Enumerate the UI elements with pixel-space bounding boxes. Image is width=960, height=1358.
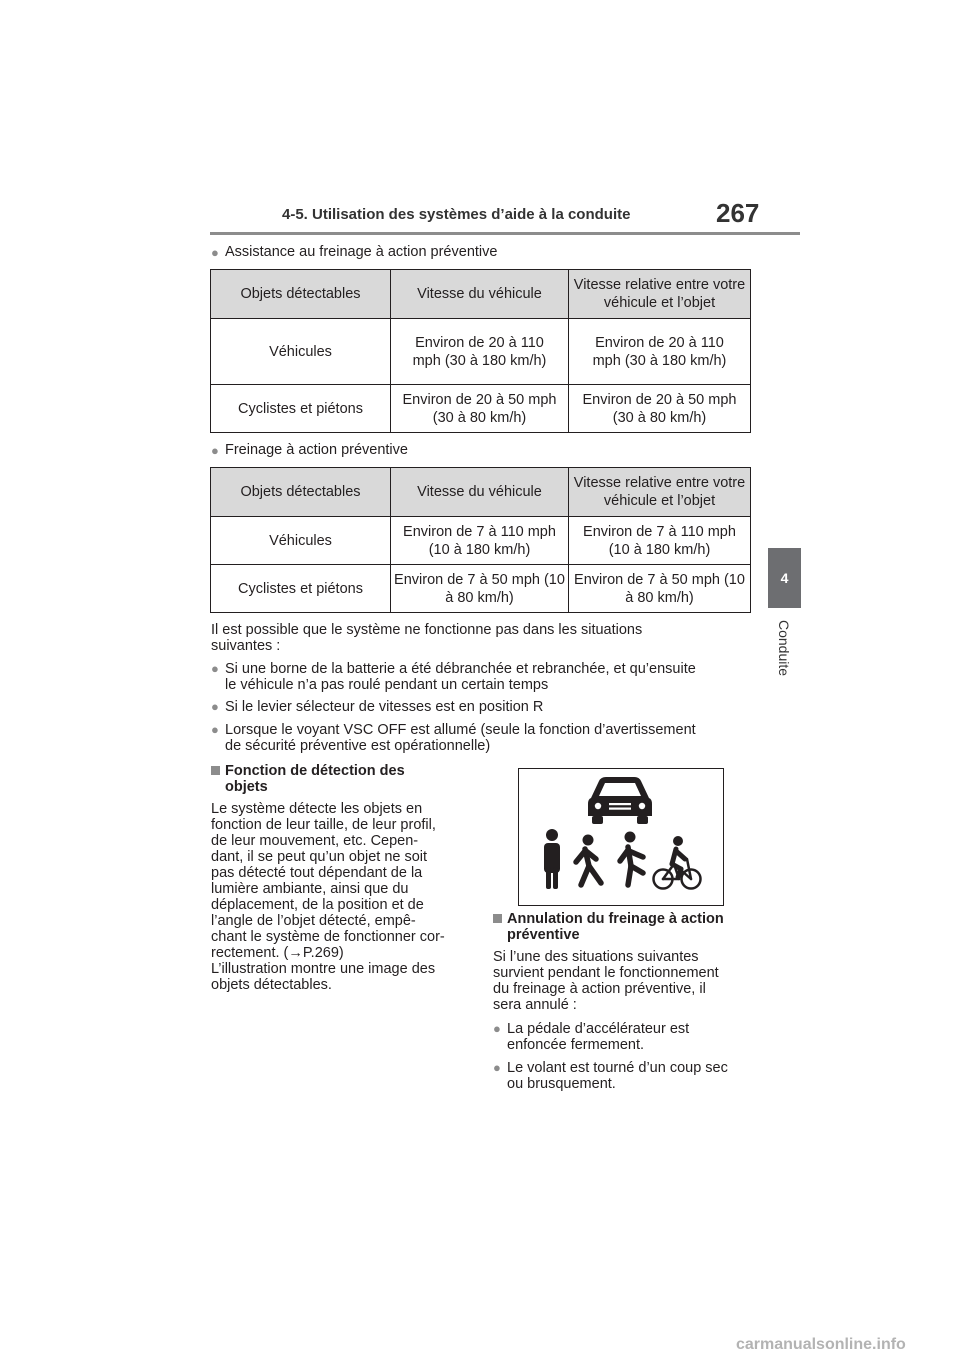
bullet-icon: ● bbox=[493, 1060, 501, 1075]
table-header: Objets détectables bbox=[211, 468, 391, 517]
conditions-intro: Il est possible que le système ne fonctionne pas dans les situations suivantes : bbox=[211, 622, 643, 654]
table-header: Vitesse du véhicule bbox=[391, 468, 569, 517]
car-icon bbox=[588, 777, 652, 824]
cancellation-text: Si l’une des situations suivantes survient pendant le fonctionnement du freinage à action préventive, il sera annulé : bbox=[493, 949, 719, 1013]
chapter-tab[interactable]: 4 bbox=[768, 548, 801, 608]
bullet-icon: ● bbox=[493, 1021, 501, 1036]
table-header: Objets détectables bbox=[211, 270, 391, 319]
list-item: Si une borne de la batterie a été débranchée et rebranchée, et qu’ensuite le véhicule n’a pas roulé pendant un certain temps bbox=[225, 661, 696, 693]
running-pedestrian-icon bbox=[620, 832, 643, 886]
bullet-icon: ● bbox=[211, 245, 219, 260]
table-cell: Environ de 7 à 110 mph (10 à 180 km/h) bbox=[391, 517, 569, 565]
bullet-icon: ● bbox=[211, 443, 219, 458]
table-header: Vitesse relative entre votre véhicule et l’objet bbox=[569, 468, 751, 517]
list-item: Si le levier sélecteur de vitesses est en position R bbox=[225, 699, 544, 715]
preventive-brake-assist-table bbox=[210, 269, 751, 433]
list-item: La pédale d’accélérateur est enfoncée fermement. bbox=[507, 1021, 690, 1053]
table-cell: Environ de 20 à 50 mph (30 à 80 km/h) bbox=[569, 385, 751, 433]
table-cell: Environ de 7 à 50 mph (10 à 80 km/h) bbox=[391, 565, 569, 613]
section2-bullet: Freinage à action préventive bbox=[225, 442, 408, 458]
header-divider bbox=[210, 232, 800, 235]
section1-bullet: Assistance au freinage à action préventive bbox=[225, 244, 498, 260]
preventive-brake-table bbox=[210, 467, 751, 613]
table-header: Vitesse du véhicule bbox=[391, 270, 569, 319]
table-row bbox=[211, 517, 751, 565]
detection-heading: Fonction de détection des objets bbox=[225, 763, 405, 795]
page-number: 267 bbox=[716, 198, 760, 228]
section-header: 4-5. Utilisation des systèmes d’aide à la conduite bbox=[282, 206, 631, 223]
table-cell: Environ de 7 à 50 mph (10 à 80 km/h) bbox=[569, 565, 751, 613]
bullet-icon: ● bbox=[211, 722, 219, 737]
standing-pedestrian-icon bbox=[544, 829, 560, 889]
chapter-label: Conduite bbox=[776, 620, 792, 677]
cancellation-heading: Annulation du freinage à action préventive bbox=[507, 911, 724, 943]
walking-pedestrian-icon bbox=[576, 835, 601, 886]
table-cell: Véhicules bbox=[211, 319, 391, 385]
cyclist-icon bbox=[654, 836, 701, 889]
table-row bbox=[211, 319, 751, 385]
list-item: Lorsque le voyant VSC OFF est allumé (seule la fonction d’avertissement de sécurité préventive est opérationnelle) bbox=[225, 722, 696, 754]
table-cell: Cyclistes et piétons bbox=[211, 565, 391, 613]
table-header: Vitesse relative entre votre véhicule et l’objet bbox=[569, 270, 751, 319]
detection-text: Le système détecte les objets en fonction de leur taille, de leur profil, de leur mouvement, etc. Cepen- dant, il se peut qu’un objet ne soit pas détecté tout dépendant de la lumière ambiante, ainsi que du déplacement, de la position et de l’angle de l’objet détecté, empê- chant le système de fonctionner cor- rectement. (→P.269) L’illustration montre une image des objets détectables. bbox=[211, 801, 445, 993]
watermark: carmanualsonline.info bbox=[736, 1336, 906, 1353]
detectable-objects-illustration bbox=[518, 768, 724, 906]
table-row bbox=[211, 565, 751, 613]
table-cell: Environ de 20 à 110 mph (30 à 180 km/h) bbox=[391, 319, 569, 385]
detectable-objects-svg bbox=[519, 769, 723, 905]
table-cell: Environ de 7 à 110 mph (10 à 180 km/h) bbox=[569, 517, 751, 565]
square-bullet-icon bbox=[211, 766, 220, 775]
table-cell: Environ de 20 à 110 mph (30 à 180 km/h) bbox=[569, 319, 751, 385]
table-cell: Environ de 20 à 50 mph (30 à 80 km/h) bbox=[391, 385, 569, 433]
square-bullet-icon bbox=[493, 914, 502, 923]
table-cell: Véhicules bbox=[211, 517, 391, 565]
list-item: Le volant est tourné d’un coup sec ou brusquement. bbox=[507, 1060, 728, 1092]
table-cell: Cyclistes et piétons bbox=[211, 385, 391, 433]
table-row bbox=[211, 385, 751, 433]
bullet-icon: ● bbox=[211, 661, 219, 676]
bullet-icon: ● bbox=[211, 699, 219, 714]
